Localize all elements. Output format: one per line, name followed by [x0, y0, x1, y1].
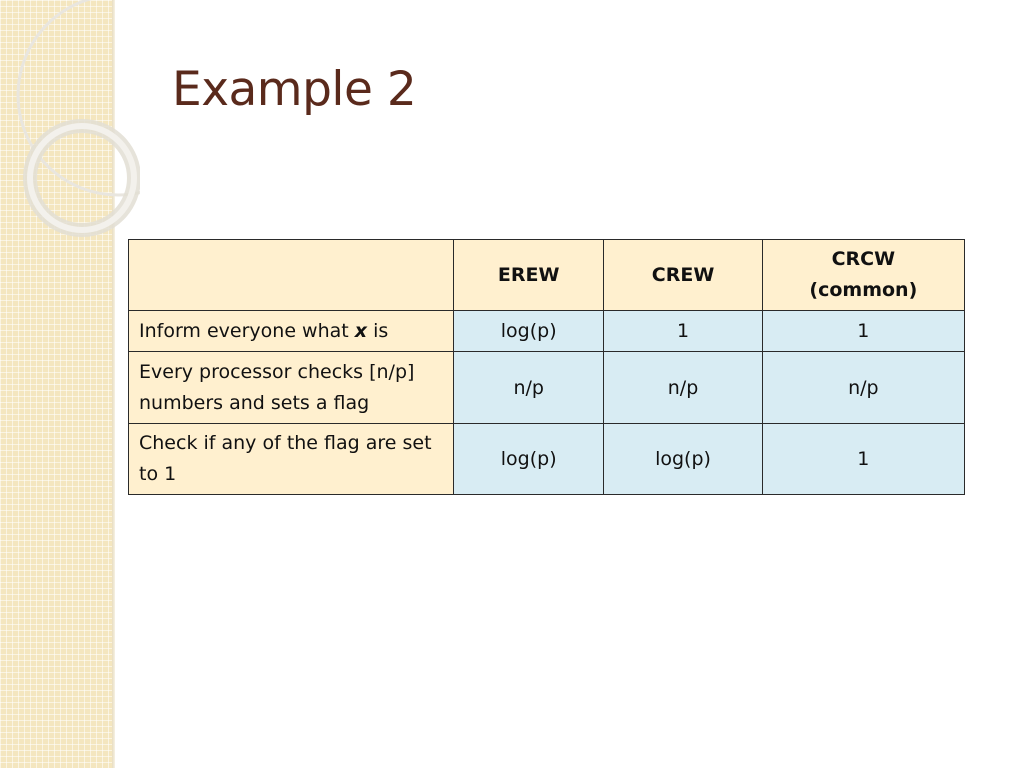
row-label — [129, 311, 454, 352]
row-label-variable: x — [354, 319, 368, 342]
header-crcw-line1: CRCW — [831, 248, 896, 270]
cell-erew: log(p) — [454, 311, 604, 352]
row-label-suffix: is — [367, 319, 389, 342]
row-label: Check if any of the flag are set to 1 — [129, 424, 454, 495]
cell-crcw: 1 — [762, 424, 964, 495]
cell-crew: n/p — [604, 352, 762, 424]
table-row — [129, 311, 965, 352]
slide-title: Example 2 — [172, 62, 417, 117]
cell-erew: log(p) — [454, 424, 604, 495]
header-crew: CREW — [604, 240, 762, 311]
cell-crew: log(p) — [604, 424, 762, 495]
header-corner-cell — [129, 240, 454, 311]
comparison-table-container — [128, 239, 965, 495]
header-crcw-line2: (common) — [809, 279, 918, 301]
comparison-table — [128, 239, 965, 495]
row-label-text: Inform everyone what — [139, 319, 355, 342]
small-ring-inner — [30, 126, 134, 230]
cell-erew: n/p — [454, 352, 604, 424]
header-crcw — [762, 240, 964, 311]
row-label: Every processor checks [n/p] numbers and sets a flag — [129, 352, 454, 424]
header-erew: EREW — [454, 240, 604, 311]
cell-crcw: n/p — [762, 352, 964, 424]
cell-crcw: 1 — [762, 311, 964, 352]
table-row — [129, 352, 965, 424]
table-row — [129, 424, 965, 495]
decorative-rings — [0, 0, 140, 260]
cell-crew: 1 — [604, 311, 762, 352]
table-header-row — [129, 240, 965, 311]
